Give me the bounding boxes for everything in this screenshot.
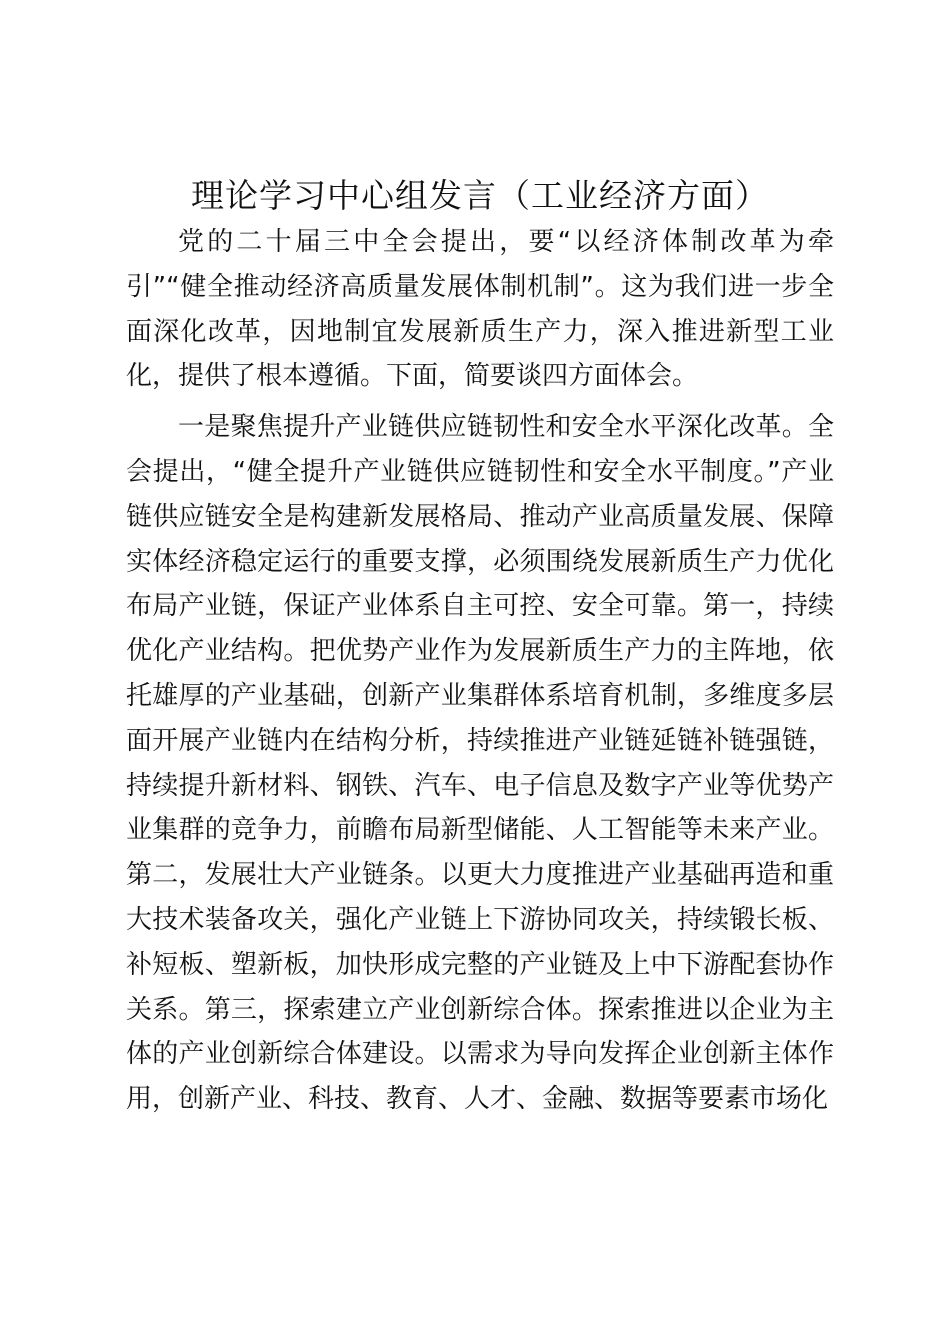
document-page: [126, 172, 834, 1122]
intro-paragraph: 党的二十届三中全会提出，要“以经济体制改革为牵引”“健全推动经济高质量发展体制机制”。这为我们进一步全面深化改革，因地制宜发展新质生产力，深入推进新型工业化，提供了根本遵循。下面，简要谈四方面体会。: [126, 227, 834, 392]
document-title: 理论学习中心组发言（工业经济方面）: [191, 176, 769, 215]
section-one-paragraph: 一是聚焦提升产业链供应链韧性和安全水平深化改革。全会提出，“健全提升产业链供应链韧性和安全水平制度。”产业链供应链安全是构建新发展格局、推动产业高质量发展、保障实体经济稳定运行的重要支撑，必须围绕发展新质生产力优化布局产业链，保证产业体系自主可控、安全可靠。第一，持续优化产业结构。把优势产业作为发展新质生产力的主阵地，依托雄厚的产业基础，创新产业集群体系培育机制，多维度多层面开展产业链内在结构分析，持续推进产业链延链补链强链，持续提升新材料、钢铁、汽车、电子信息及数字产业等优势产业集群的竞争力，前瞻布局新型储能、人工智能等未来产业。第二，发展壮大产业链条。以更大力度推进产业基础再造和重大技术装备攻关，强化产业链上下游协同攻关，持续锻长板、补短板、塑新板，加快形成完整的产业链及上中下游配套协作关系。第三，探索建立产业创新综合体。探索推进以企业为主体的产业创新综合体建设。以需求为导向发挥企业创新主体作用，创新产业、科技、教育、人才、金融、数据等要素市场化: [126, 412, 834, 1115]
